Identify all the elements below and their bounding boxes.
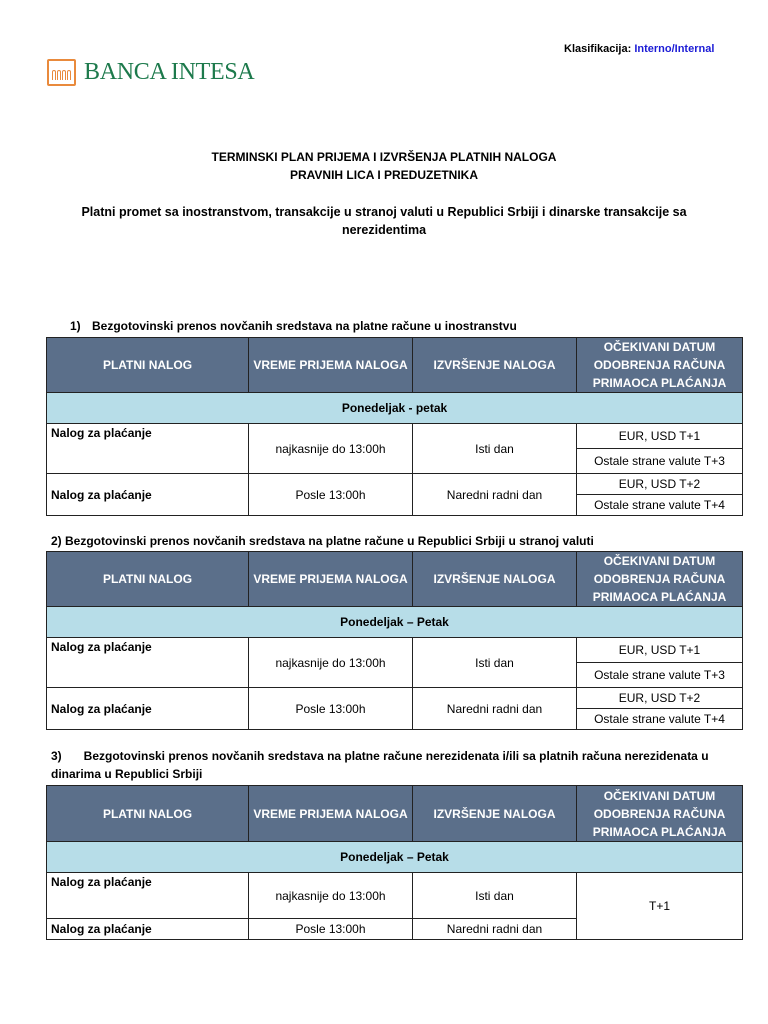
col-header-vreme-prijema: VREME PRIJEMA NALOGA [249,338,413,393]
section-title: Bezgotovinski prenos novčanih sredstava na platne račune u inostranstvu [92,319,517,333]
table-header-row [47,786,743,842]
classification-value: Interno/Internal [634,43,715,55]
cell-expected: EUR, USD T+1 [577,424,743,449]
cell-time: Posle 13:00h [249,474,413,516]
period-row [47,842,743,873]
cell-time: Posle 13:00h [249,919,413,940]
document-title [0,148,768,184]
cell-expected: Ostale strane valute T+3 [577,663,743,688]
cell-time: najkasnije do 13:00h [249,638,413,688]
section-3-heading [51,747,751,783]
section-1-heading [70,317,517,335]
cell-execution: Naredni radni dan [413,919,577,940]
table-header-row [47,338,743,393]
cell-execution: Isti dan [413,873,577,919]
title-line-2: PRAVNIH LICA I PREDUZETNIKA [289,168,478,182]
cell-time: najkasnije do 13:00h [249,424,413,474]
cell-order-type: Nalog za plaćanje [47,688,249,730]
cell-expected: Ostale strane valute T+4 [577,709,743,730]
col-header-platni-nalog: PLATNI NALOG [47,786,249,842]
col-header-izvrsenje: IZVRŠENJE NALOGA [413,786,577,842]
cell-expected: Ostale strane valute T+4 [577,495,743,516]
col-header-ocekivani: OČEKIVANI DATUM ODOBRENJA RAČUNA PRIMAOCA PLAĆANJA [577,786,743,842]
table-row [47,474,743,495]
cell-execution: Naredni radni dan [413,474,577,516]
logo-arches-icon [47,59,76,86]
cell-expected: EUR, USD T+2 [577,474,743,495]
period-row [47,607,743,638]
period-cell: Ponedeljak - petak [47,393,743,424]
schedule-table-2 [46,551,743,730]
cell-order-type: Nalog za plaćanje [47,638,249,688]
cell-expected: EUR, USD T+2 [577,688,743,709]
cell-execution: Isti dan [413,424,577,474]
cell-expected: EUR, USD T+1 [577,638,743,663]
section-number: 3) [51,749,62,763]
table-row [47,688,743,709]
bank-logo [47,59,254,86]
col-header-izvrsenje: IZVRŠENJE NALOGA [413,338,577,393]
period-cell: Ponedeljak – Petak [47,607,743,638]
table-header-row [47,552,743,607]
cell-time: Posle 13:00h [249,688,413,730]
document-subtitle: Platni promet sa inostranstvom, transakcije u stranoj valuti u Republici Srbiji i dinarske transakcije sa nerezidentima [81,205,687,237]
section-title: Bezgotovinski prenos novčanih sredstava na platne račune nerezidenata i/ili sa platnih računa nerezidenata u dinarima u Republici Srbiji [51,749,709,781]
classification-label: Klasifikacija: [564,43,632,55]
title-line-1: TERMINSKI PLAN PRIJEMA I IZVRŠENJA PLATNIH NALOGA [211,150,557,164]
cell-expected: T+1 [577,873,743,940]
cell-order-type: Nalog za plaćanje [47,919,249,940]
col-header-ocekivani: OČEKIVANI DATUM ODOBRENJA RAČUNA PRIMAOCA PLAĆANJA [577,552,743,607]
table-row [47,638,743,663]
table-row [47,873,743,919]
col-header-vreme-prijema: VREME PRIJEMA NALOGA [249,786,413,842]
period-cell: Ponedeljak – Petak [47,842,743,873]
col-header-izvrsenje: IZVRŠENJE NALOGA [413,552,577,607]
logo-text: BANCA INTESA [84,59,255,85]
cell-execution: Isti dan [413,638,577,688]
table-row [47,424,743,449]
period-row [47,393,743,424]
col-header-platni-nalog: PLATNI NALOG [47,552,249,607]
cell-time: najkasnije do 13:00h [249,873,413,919]
cell-order-type: Nalog za plaćanje [47,873,249,919]
classification [564,43,714,55]
col-header-platni-nalog: PLATNI NALOG [47,338,249,393]
section-number: 2) [51,534,62,548]
schedule-table-3 [46,785,743,940]
section-2-heading [51,532,594,550]
cell-execution: Naredni radni dan [413,688,577,730]
col-header-vreme-prijema: VREME PRIJEMA NALOGA [249,552,413,607]
cell-expected: Ostale strane valute T+3 [577,449,743,474]
col-header-ocekivani: OČEKIVANI DATUM ODOBRENJA RAČUNA PRIMAOCA PLAĆANJA [577,338,743,393]
schedule-table-1 [46,337,743,516]
cell-order-type: Nalog za plaćanje [47,424,249,474]
cell-order-type: Nalog za plaćanje [47,474,249,516]
section-number: 1) [70,319,81,333]
section-title: Bezgotovinski prenos novčanih sredstava na platne račune u Republici Srbiji u stranoj valuti [65,534,594,548]
